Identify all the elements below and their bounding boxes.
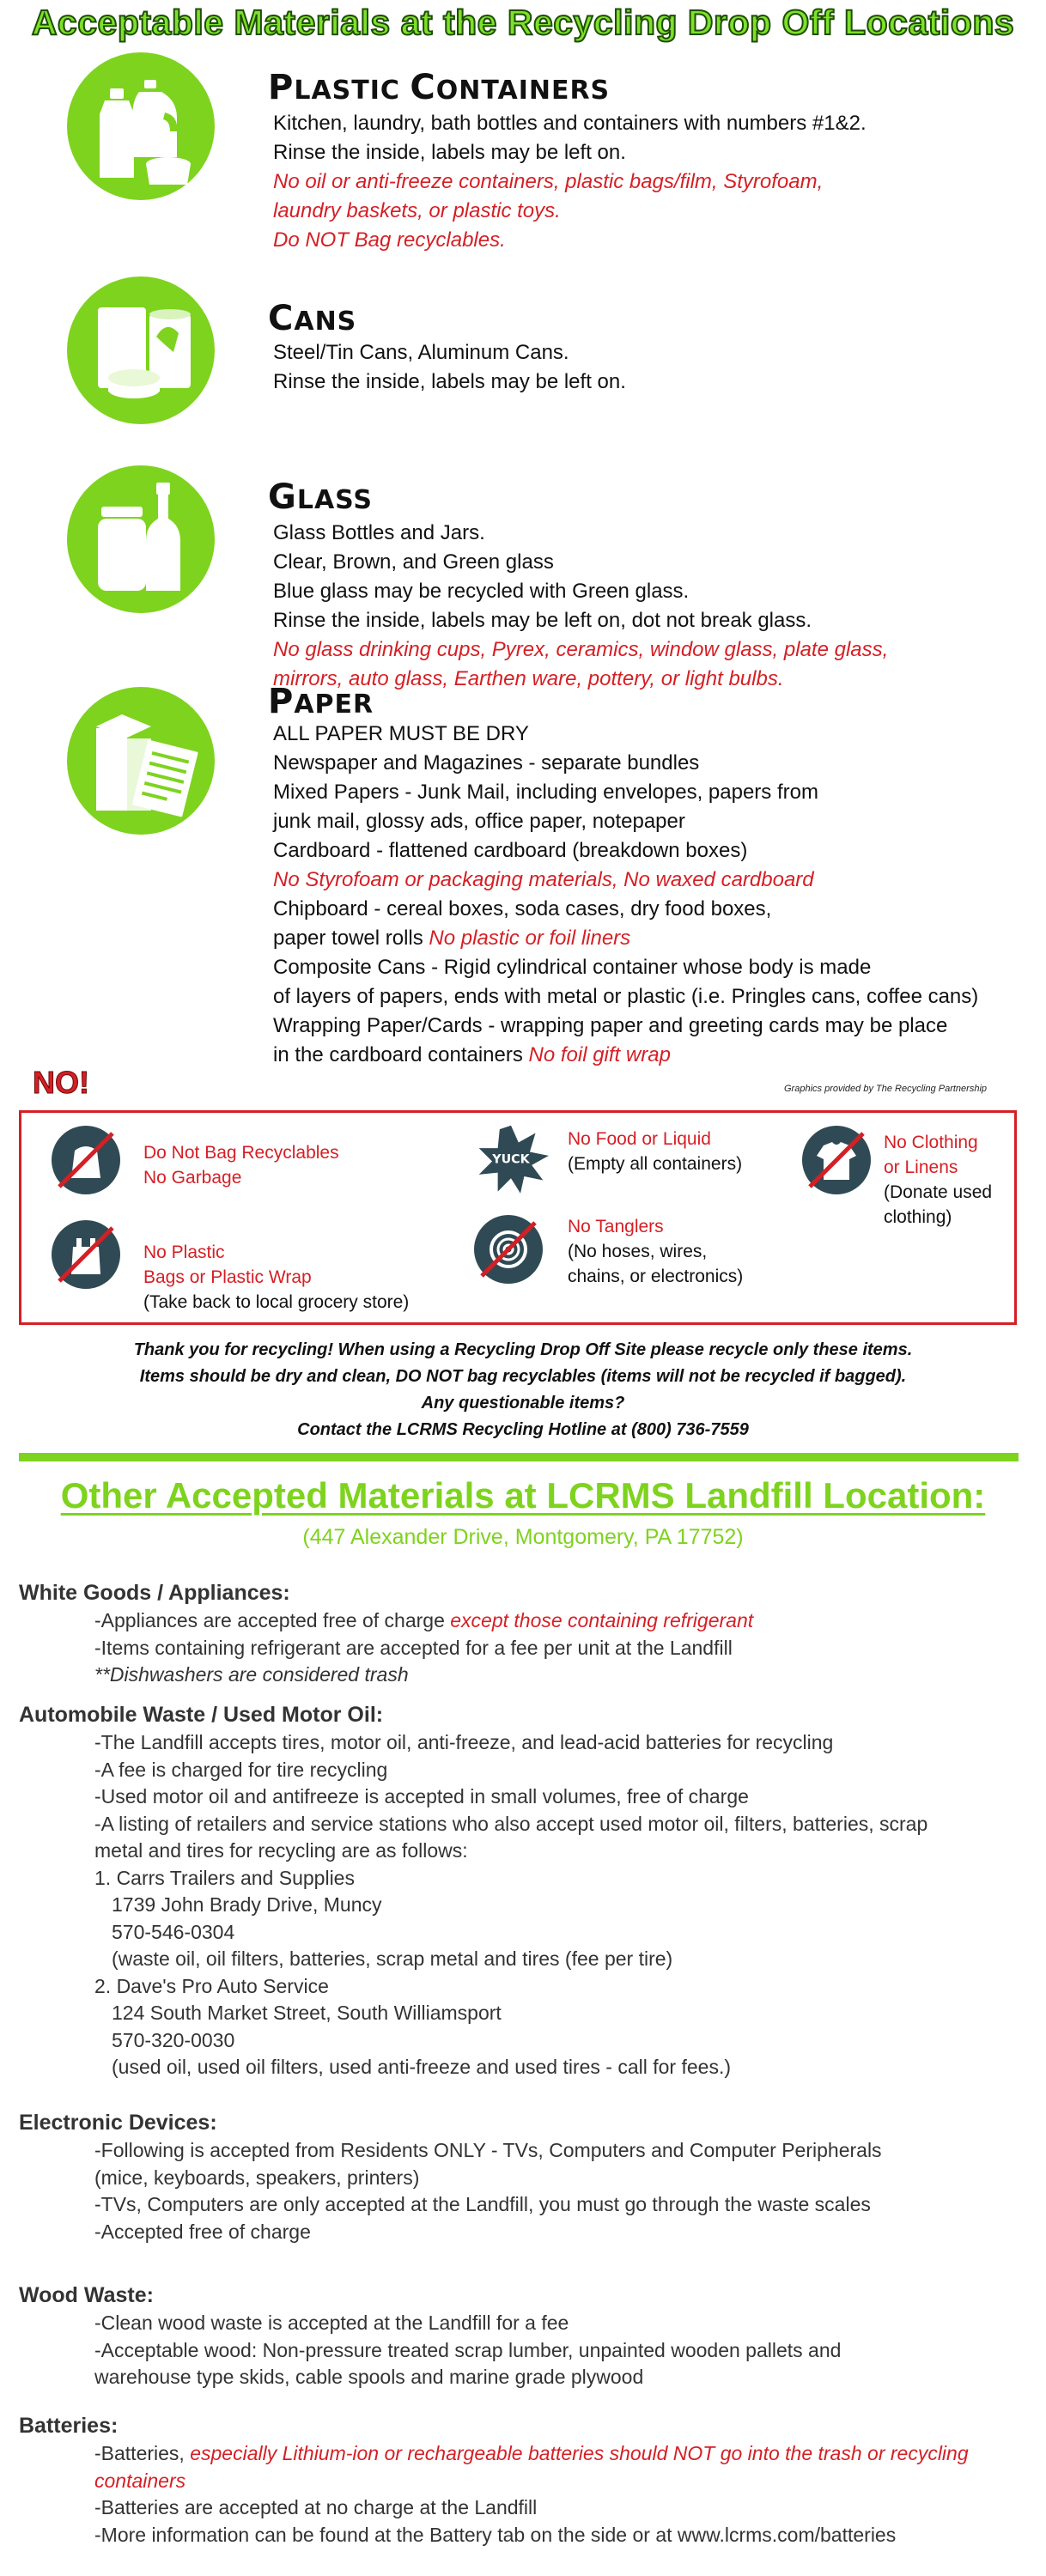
- white-goods-section: White Goods / Appliances: -Appliances are accepted free of charge except those containing refrigerant -Items containing refrigerant are accepted for a fee per unit at the Landfill **Dishwashers are considered trash: [19, 1581, 754, 1686]
- yuck-splat-icon: [468, 1118, 554, 1195]
- svg-text:YUCK: YUCK: [492, 1152, 530, 1167]
- plastic-heading: PLASTIC CONTAINERS: [268, 68, 611, 107]
- other-materials-title: Other Accepted Materials at LCRMS Landfill Location:: [60, 1475, 986, 1516]
- cans-details: Steel/Tin Cans, Aluminum Cans. Rinse the inside, labels may be left on.: [273, 341, 626, 393]
- glass-heading: GLASS: [268, 477, 374, 517]
- cans-heading: CANS: [268, 299, 357, 338]
- automobile-waste-section: Automobile Waste / Used Motor Oil: -The Landfill accepts tires, motor oil, anti-freeze, and lead-acid batteries for recycling -A fee is charged for tire recycling -Used motor oil and antifreeze is accepted in small volumes, free of charge -A listing of retailers and service stations who also accept used motor oil, filters, batteries, scrap metal and tires for recycling are as follows: 1. Carrs Trailers and Supplies 1739 John Brady Drive, Muncy 570-546-0304 (waste oil, oil filters, batteries, scrap metal and tires (fee per tire) 2. Dave's Pro Auto Service 124 South Market Street, South Williamsport 570-320-0030 (used oil, used oil filters, used anti-freeze and used tires - call for fees.): [19, 1703, 928, 2078]
- paper-heading: PAPER: [268, 682, 374, 721]
- no-heading: NO!: [33, 1065, 89, 1100]
- section-divider: [19, 1453, 1019, 1461]
- landfill-address: (447 Alexander Drive, Montgomery, PA 17752): [302, 1525, 744, 1549]
- page-title: Acceptable Materials at the Recycling Drop Off Locations: [31, 3, 1015, 42]
- glass-details: Glass Bottles and Jars. Clear, Brown, and Green glass Blue glass may be recycled with Green glass. Rinse the inside, labels may be left on, dot not break glass. No glass drinking cups, Pyrex, ceramics, window glass, plate glass, mirrors, auto glass, Earthen ware, pottery, or light bulbs.: [273, 521, 889, 690]
- paper-icon: [67, 687, 215, 835]
- no-clothing-icon: [801, 1125, 872, 1195]
- glass-bottles-icon: [67, 465, 215, 613]
- electronic-devices-section: Electronic Devices: -Following is accepted from Residents ONLY - TVs, Computers and Computer Peripherals (mice, keyboards, speakers, printers) -TVs, Computers are only accepted at the Landfill, you must go through the waste scales -Accepted free of charge: [19, 2111, 882, 2243]
- graphics-credit: Graphics provided by The Recycling Partnership: [784, 1084, 988, 1094]
- batteries-section: Batteries: -Batteries, especially Lithium-ion or rechargeable batteries should NOT go into the trash or recycling containers -Batteries are accepted at no charge at the Landfill -More information can be found at the Battery tab on the side or at www.lcrms.com/batteries: [19, 2414, 969, 2546]
- cans-icon: [67, 276, 215, 424]
- no-bag-icon: [51, 1125, 121, 1195]
- thank-you-note: Thank you for recycling! When using a Recycling Drop Off Site please recycle only these items. Items should be dry and clean, DO NOT bag recyclables (items will not be recycled if bagged). Any questionable items? Contact the LCRMS Recycling Hotline at (800) 736-7559: [133, 1340, 913, 1439]
- no-tanglers-icon: [473, 1214, 544, 1285]
- paper-details: ALL PAPER MUST BE DRY Newspaper and Magazines - separate bundles Mixed Papers - Junk Mail, including envelopes, papers from junk mail, glossy ads, office paper, notepaper Cardboard - flattened cardboard (breakdown boxes) No Styrofoam or packaging materials, No waxed cardboard Chipboard - cereal boxes, soda cases, dry food boxes, paper towel rolls No plastic or foil liners Composite Cans - Rigid cylindrical container whose body is made of layers of papers, ends with metal or plastic (i.e. Pringles cans, coffee cans) Wrapping Paper/Cards - wrapping paper and greeting cards may be place in the cardboard containers No foil gift wrap: [273, 722, 979, 1066]
- wood-waste-section: Wood Waste: -Clean wood waste is accepted at the Landfill for a fee -Acceptable wood: Non-pressure treated scrap lumber, unpainted wooden pallets and warehouse type skids, cable spools and marine grade plywood: [19, 2283, 842, 2388]
- no-plastic-bag-icon: [51, 1219, 121, 1290]
- plastic-bottles-icon: [67, 52, 215, 200]
- plastic-details: Kitchen, laundry, bath bottles and containers with numbers #1&2. Rinse the inside, labels may be left on. No oil or anti-freeze containers, plastic bags/film, Styrofoam, laundry baskets, or plastic toys. Do NOT Bag recyclables.: [273, 112, 867, 252]
- not-accepted-box: Do Not Bag Recyclables No Garbage YUCK No Food or Liquid (Empty all containers) No Clothing or Linens (Donate used clothing) No Plastic Bags or Plastic Wrap (Take back to local grocery store) No Tanglers (No hoses, wires, chains, or electronics): [19, 1110, 1017, 1325]
